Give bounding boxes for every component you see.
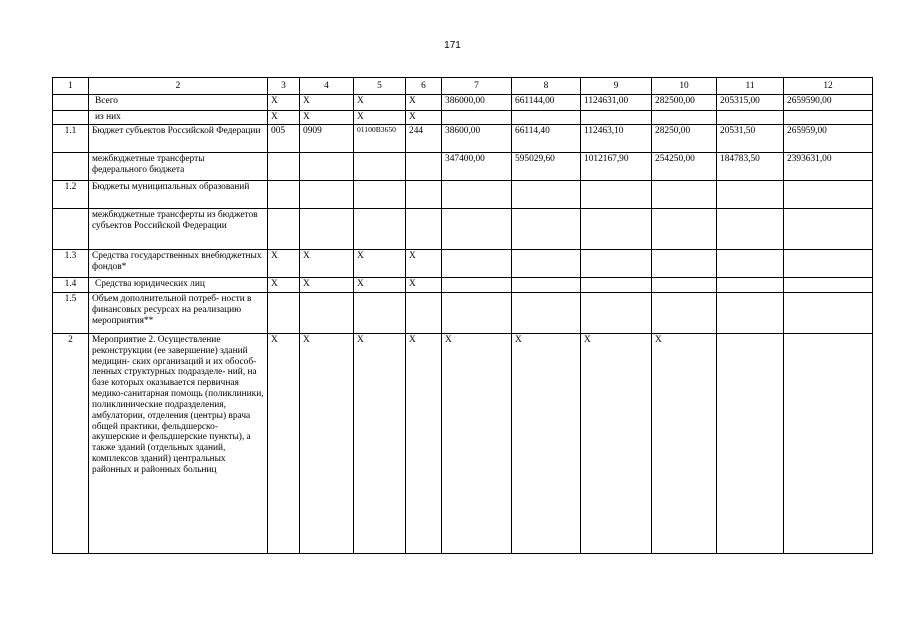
table-cell: 0909 <box>300 125 354 153</box>
table-cell <box>652 181 717 209</box>
table-cell <box>581 111 652 125</box>
table-cell <box>300 293 354 334</box>
table-cell <box>512 250 581 278</box>
table-cell <box>784 293 873 334</box>
table-row <box>53 250 873 278</box>
row-number: 1.1 <box>53 125 89 153</box>
table-cell <box>406 293 442 334</box>
table-cell: Х <box>581 334 652 554</box>
table-cell: 2659590,00 <box>784 95 873 111</box>
table-cell <box>442 209 512 250</box>
header-cell: 6 <box>406 78 442 95</box>
table-row <box>53 293 873 334</box>
header-cell: 2 <box>89 78 268 95</box>
table-cell <box>512 209 581 250</box>
table-cell: 66114,40 <box>512 125 581 153</box>
table-cell <box>784 250 873 278</box>
row-label: Средства юридических лиц <box>89 278 268 293</box>
table-cell: 244 <box>406 125 442 153</box>
table-cell: 282500,00 <box>652 95 717 111</box>
table-cell <box>442 278 512 293</box>
row-label: Мероприятие 2. Осуществление реконструкции (ее завершение) зданий медицин- ских организаций и их обособ- ленных структурных подразделе- ний, на базе которых оказывается первичная медико-санитарная помощь (поликлиники, поликлинические подразделения, амбулатории, отделения (центры) врача общей практики, фельдшерско-акушерские и фельдшерские пункты), а также зданий (отдельных зданий, комплексов зданий) центральных районных и районных больниц <box>89 334 268 554</box>
table-cell: 205315,00 <box>717 95 784 111</box>
table-cell: 20531,50 <box>717 125 784 153</box>
table-row <box>53 278 873 293</box>
table-cell: 661144,00 <box>512 95 581 111</box>
table-cell: Х <box>406 95 442 111</box>
table-cell <box>784 209 873 250</box>
table-cell <box>652 293 717 334</box>
table-cell: Х <box>268 250 300 278</box>
table-cell <box>784 278 873 293</box>
table-cell <box>581 209 652 250</box>
table-cell <box>442 181 512 209</box>
table-cell: Х <box>354 250 406 278</box>
table-cell: Х <box>300 250 354 278</box>
header-cell: 9 <box>581 78 652 95</box>
table-header-row <box>53 78 873 95</box>
table-cell <box>354 153 406 181</box>
table-cell <box>354 293 406 334</box>
row-number: 1.3 <box>53 250 89 278</box>
table-cell: Х <box>300 278 354 293</box>
table-cell <box>512 278 581 293</box>
table-cell <box>442 111 512 125</box>
table-cell <box>512 293 581 334</box>
table-cell: Х <box>300 334 354 554</box>
row-label: Всего <box>89 95 268 111</box>
table-cell <box>300 209 354 250</box>
table-cell <box>784 181 873 209</box>
table-cell <box>442 250 512 278</box>
table-cell: 184783,50 <box>717 153 784 181</box>
row-label: Бюджеты муниципальных образований <box>89 181 268 209</box>
table-cell <box>717 209 784 250</box>
table-cell <box>512 111 581 125</box>
header-cell: 5 <box>354 78 406 95</box>
row-label: межбюджетные трансферты из бюджетов субъектов Российской Федерации <box>89 209 268 250</box>
table-cell: 112463,10 <box>581 125 652 153</box>
row-label: Средства государственных внебюджетных фондов* <box>89 250 268 278</box>
table-cell: 347400,00 <box>442 153 512 181</box>
table-cell: 265959,00 <box>784 125 873 153</box>
header-cell: 3 <box>268 78 300 95</box>
table-cell: Х <box>268 111 300 125</box>
table-cell: 01100В3650 <box>354 125 406 153</box>
row-number: 1.2 <box>53 181 89 209</box>
table-cell: 386000,00 <box>442 95 512 111</box>
table-cell: Х <box>268 334 300 554</box>
table-cell: 254250,00 <box>652 153 717 181</box>
row-label: Объем дополнительной потреб- ности в финансовых ресурсах на реализацию мероприятия** <box>89 293 268 334</box>
row-label: Бюджет субъектов Российской Федерации <box>89 125 268 153</box>
table-cell: Х <box>406 334 442 554</box>
row-number <box>53 153 89 181</box>
row-number: 1.4 <box>53 278 89 293</box>
table-row <box>53 95 873 111</box>
table-cell <box>652 250 717 278</box>
table-cell <box>717 111 784 125</box>
row-label <box>89 153 268 181</box>
table-row <box>53 125 873 153</box>
row-number: 1.5 <box>53 293 89 334</box>
header-cell: 8 <box>512 78 581 95</box>
financing-table <box>52 77 873 554</box>
table-cell: 2393631,00 <box>784 153 873 181</box>
row-label: из них <box>89 111 268 125</box>
table-cell <box>268 209 300 250</box>
table-cell: 28250,00 <box>652 125 717 153</box>
table-row <box>53 209 873 250</box>
row-label-line: межбюджетные трансферты <box>92 154 205 164</box>
table-cell: Х <box>300 111 354 125</box>
table-cell <box>300 153 354 181</box>
table-cell: Х <box>406 111 442 125</box>
table-cell <box>406 209 442 250</box>
table-cell: Х <box>406 250 442 278</box>
row-number <box>53 111 89 125</box>
table-cell <box>406 153 442 181</box>
table-cell <box>717 278 784 293</box>
table-cell <box>268 153 300 181</box>
header-cell: 11 <box>717 78 784 95</box>
table-cell: 38600,00 <box>442 125 512 153</box>
table-cell <box>784 111 873 125</box>
page-number: 171 <box>444 40 461 51</box>
table-cell: Х <box>354 111 406 125</box>
table-cell: Х <box>354 278 406 293</box>
table-cell <box>652 278 717 293</box>
table-cell: Х <box>300 95 354 111</box>
row-number <box>53 209 89 250</box>
table-cell <box>581 181 652 209</box>
table-cell <box>717 250 784 278</box>
header-cell: 12 <box>784 78 873 95</box>
table-cell: Х <box>652 334 717 554</box>
table-cell <box>512 181 581 209</box>
table-cell <box>354 181 406 209</box>
table-cell <box>268 293 300 334</box>
table-cell <box>581 250 652 278</box>
table-row <box>53 181 873 209</box>
table-cell <box>652 111 717 125</box>
table-cell <box>717 293 784 334</box>
table-cell: 005 <box>268 125 300 153</box>
table-cell <box>406 181 442 209</box>
table-cell <box>442 293 512 334</box>
table-cell: Х <box>406 278 442 293</box>
table-cell: Х <box>442 334 512 554</box>
table-cell: 595029,60 <box>512 153 581 181</box>
table-cell <box>581 293 652 334</box>
header-cell: 4 <box>300 78 354 95</box>
header-cell: 10 <box>652 78 717 95</box>
table-cell: Х <box>354 95 406 111</box>
table-cell: 1124631,00 <box>581 95 652 111</box>
table-cell <box>354 209 406 250</box>
table-row <box>53 153 873 181</box>
table-cell: Х <box>512 334 581 554</box>
table-row <box>53 334 873 554</box>
table-cell: 1012167,90 <box>581 153 652 181</box>
table-cell <box>652 209 717 250</box>
table-cell <box>300 181 354 209</box>
table-cell <box>581 278 652 293</box>
table-cell: Х <box>268 278 300 293</box>
row-number: 2 <box>53 334 89 554</box>
table-cell <box>268 181 300 209</box>
table-cell <box>784 334 873 554</box>
row-number <box>53 95 89 111</box>
table-row <box>53 111 873 125</box>
header-cell: 7 <box>442 78 512 95</box>
table-cell <box>717 181 784 209</box>
table-cell: Х <box>268 95 300 111</box>
table-cell <box>717 334 784 554</box>
header-cell: 1 <box>53 78 89 95</box>
table-cell: Х <box>354 334 406 554</box>
row-label-line: федерального бюджета <box>92 164 185 175</box>
